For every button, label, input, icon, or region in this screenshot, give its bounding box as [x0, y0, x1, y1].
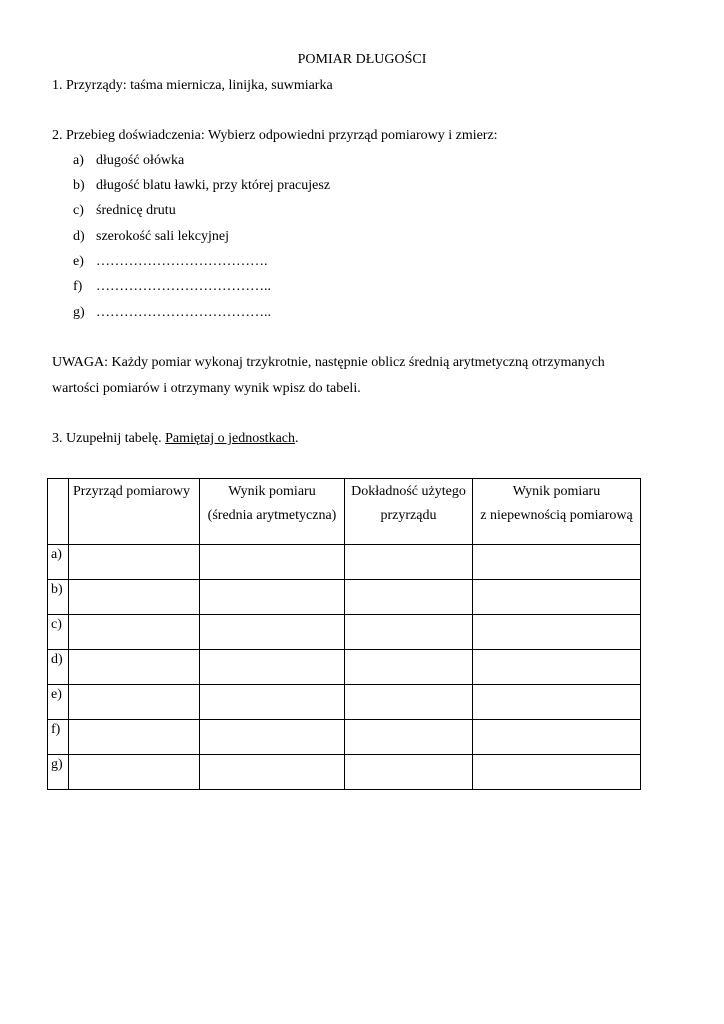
table-row: [48, 615, 641, 650]
cell-result[interactable]: [200, 720, 345, 755]
item-letter: e): [73, 254, 84, 269]
header-line-1: Dokładność użytego: [351, 484, 466, 499]
cell-result[interactable]: [200, 580, 345, 615]
cell-result-uncertainty[interactable]: [473, 720, 641, 755]
item-text: średnicę drutu: [96, 203, 176, 218]
header-line-2: z niepewnością pomiarową: [480, 508, 633, 523]
item-text: długość blatu ławki, przy której pracujesz: [96, 178, 331, 193]
table-row: [48, 685, 641, 720]
table-row: [48, 650, 641, 685]
item-text: szerokość sali lekcyjnej: [96, 229, 229, 244]
table-row: [48, 545, 641, 580]
cell-result-uncertainty[interactable]: [473, 685, 641, 720]
item-text: ………………………………..: [96, 305, 271, 320]
row-label: b): [48, 580, 69, 615]
note-line-1: UWAGA: Każdy pomiar wykonaj trzykrotnie, następnie oblicz średnią arytmetyczną otrzymanych: [52, 355, 605, 370]
procedure-item-g: [73, 305, 271, 321]
table-row: [48, 720, 641, 755]
row-label: f): [48, 720, 69, 755]
cell-result-uncertainty[interactable]: [473, 755, 641, 790]
results-table: [47, 478, 641, 790]
cell-accuracy[interactable]: [345, 650, 473, 685]
table-row: [48, 755, 641, 790]
row-label: e): [48, 685, 69, 720]
item-letter: f): [73, 279, 83, 294]
header-line-1: Wynik pomiaru: [512, 484, 601, 499]
procedure-heading: 2. Przebieg doświadczenia: Wybierz odpowiedni przyrząd pomiarowy i zmierz:: [52, 128, 498, 143]
procedure-item-d: [73, 229, 229, 245]
procedure-item-b: [73, 178, 330, 194]
cell-result-uncertainty[interactable]: [473, 545, 641, 580]
cell-instrument[interactable]: [69, 545, 200, 580]
table-header-row: [48, 479, 641, 545]
item-text: ……………………………….: [96, 254, 268, 269]
cell-instrument[interactable]: [69, 685, 200, 720]
header-line-2: przyrządu: [380, 508, 437, 523]
page-title: POMIAR DŁUGOŚCI: [297, 52, 427, 67]
header-instrument: [69, 479, 200, 545]
item-letter: g): [73, 305, 85, 320]
cell-result[interactable]: [200, 650, 345, 685]
cell-accuracy[interactable]: [345, 685, 473, 720]
units-reminder: Pamiętaj o jednostkach: [165, 431, 295, 446]
cell-instrument[interactable]: [69, 580, 200, 615]
procedure-item-a: [73, 153, 184, 169]
header-result: [200, 479, 345, 545]
table-row: [48, 580, 641, 615]
cell-instrument[interactable]: [69, 650, 200, 685]
cell-instrument[interactable]: [69, 755, 200, 790]
row-label: d): [48, 650, 69, 685]
item-text: ………………………………..: [96, 279, 271, 294]
table-instruction-prefix: 3. Uzupełnij tabelę.: [52, 431, 166, 446]
header-line-2: (średnia arytmetyczna): [207, 508, 337, 523]
header-line-1: Przyrząd pomiarowy: [73, 484, 191, 499]
procedure-item-e: [73, 254, 268, 270]
header-result-uncertainty: [473, 479, 641, 545]
row-label: g): [48, 755, 69, 790]
cell-result[interactable]: [200, 685, 345, 720]
procedure-item-f: [73, 279, 271, 295]
cell-result-uncertainty[interactable]: [473, 580, 641, 615]
cell-accuracy[interactable]: [345, 545, 473, 580]
header-line-1: Wynik pomiaru: [228, 484, 316, 499]
header-accuracy: [345, 479, 473, 545]
cell-accuracy[interactable]: [345, 580, 473, 615]
item-letter: d): [73, 229, 85, 244]
cell-instrument[interactable]: [69, 720, 200, 755]
table-instruction: [52, 431, 299, 447]
cell-result[interactable]: [200, 545, 345, 580]
table-instruction-suffix: .: [295, 431, 299, 446]
note-line-2: wartości pomiarów i otrzymany wynik wpisz do tabeli.: [52, 381, 361, 396]
row-label: a): [48, 545, 69, 580]
cell-accuracy[interactable]: [345, 720, 473, 755]
instruments-line: 1. Przyrządy: taśma miernicza, linijka, suwmiarka: [52, 78, 333, 93]
cell-result-uncertainty[interactable]: [473, 650, 641, 685]
item-letter: b): [73, 178, 85, 193]
row-label: c): [48, 615, 69, 650]
item-text: długość ołówka: [96, 153, 185, 168]
cell-accuracy[interactable]: [345, 755, 473, 790]
item-letter: a): [73, 153, 84, 168]
cell-instrument[interactable]: [69, 615, 200, 650]
item-letter: c): [73, 203, 84, 218]
cell-result[interactable]: [200, 615, 345, 650]
cell-result-uncertainty[interactable]: [473, 615, 641, 650]
procedure-item-c: [73, 203, 176, 219]
header-row-label: [48, 479, 69, 545]
cell-accuracy[interactable]: [345, 615, 473, 650]
cell-result[interactable]: [200, 755, 345, 790]
table-body: [48, 545, 641, 790]
